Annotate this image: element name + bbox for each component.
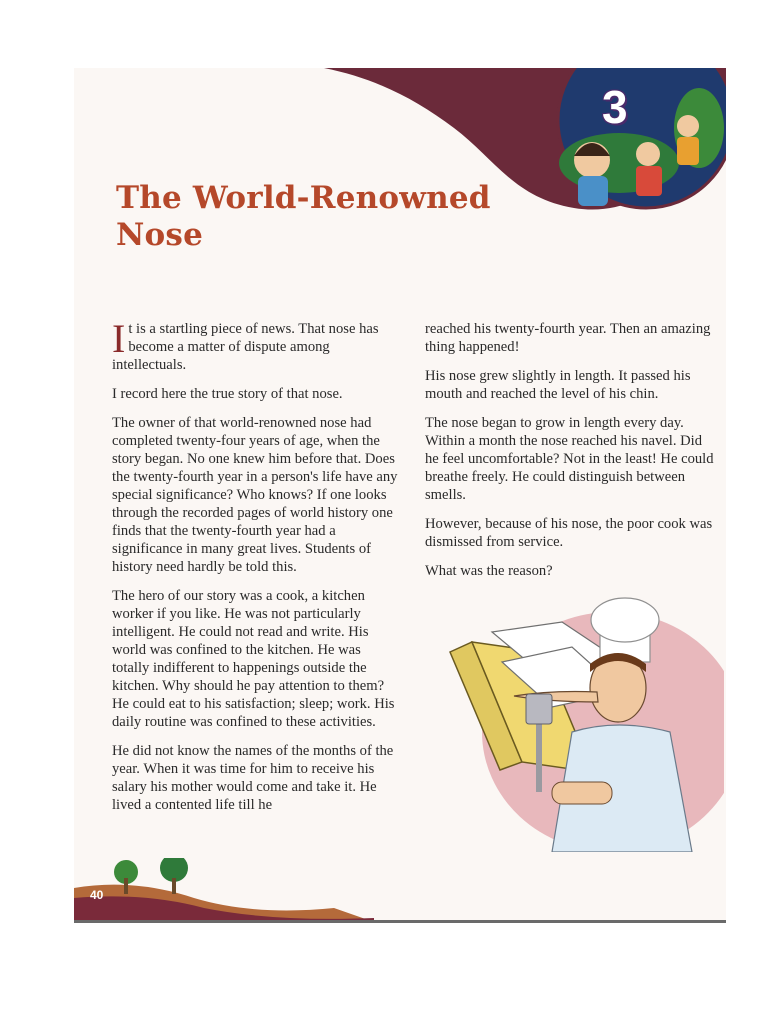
- chapter-number: 3: [602, 81, 628, 133]
- paragraph: What was the reason?: [425, 563, 553, 579]
- page-bottom-edge: [74, 920, 726, 923]
- title-line-1: The World-Renowned: [116, 180, 491, 216]
- paragraph: reached his twenty-fourth year. Then an amazing thing happened!: [425, 321, 711, 355]
- title-line-2: Nose: [116, 217, 203, 253]
- left-column: [112, 316, 398, 825]
- paragraph: However, because of his nose, the poor cook was dismissed from service.: [425, 516, 713, 550]
- paragraph: It is a startling piece of news. That nose has become a matter of dispute among intellectuals.: [112, 316, 379, 373]
- chef-hat-icon: [591, 598, 659, 662]
- paragraph: I record here the true story of that nose.: [112, 386, 343, 402]
- right-column: [425, 320, 715, 591]
- paragraph: The owner of that world-renowned nose had completed twenty-four years of age, when the story began. No one knew him before that. Does the twenty-fourth year in a person's life have any special significance? Who knows? If one looks through the recorded pages of world history one finds that the twenty-fourth year had a significance in many great lives. Students of history need hardly be told this.: [112, 415, 398, 575]
- paragraph: He did not know the names of the months of the year. When it was time for him to receive his salary his mother would come and take it. He lived a contented life till he: [112, 743, 394, 813]
- paragraph: His nose grew slightly in length. It passed his mouth and reached the level of his chin.: [425, 368, 691, 402]
- paragraph: The nose began to grow in length every day. Within a month the nose reached his navel. Did he feel uncomfortable? Not in the least! He could breathe freely. He could distinguish between smells.: [425, 415, 714, 503]
- cook-illustration: [432, 592, 724, 852]
- page-number: 40: [90, 888, 104, 902]
- book-page: [74, 68, 726, 922]
- drop-cap: I: [112, 316, 126, 361]
- chapter-title: [116, 180, 536, 254]
- footer-decoration: [74, 858, 374, 922]
- paragraph: The hero of our story was a cook, a kitchen worker if you like. He was not particularly intelligent. He could not read and write. His world was confined to the kitchen. He was totally indifferent to happenings outside the kitchen. Why should he pay attention to them? He could eat to his satisfaction; sleep; work. His daily routine was confined to these activities.: [112, 588, 395, 730]
